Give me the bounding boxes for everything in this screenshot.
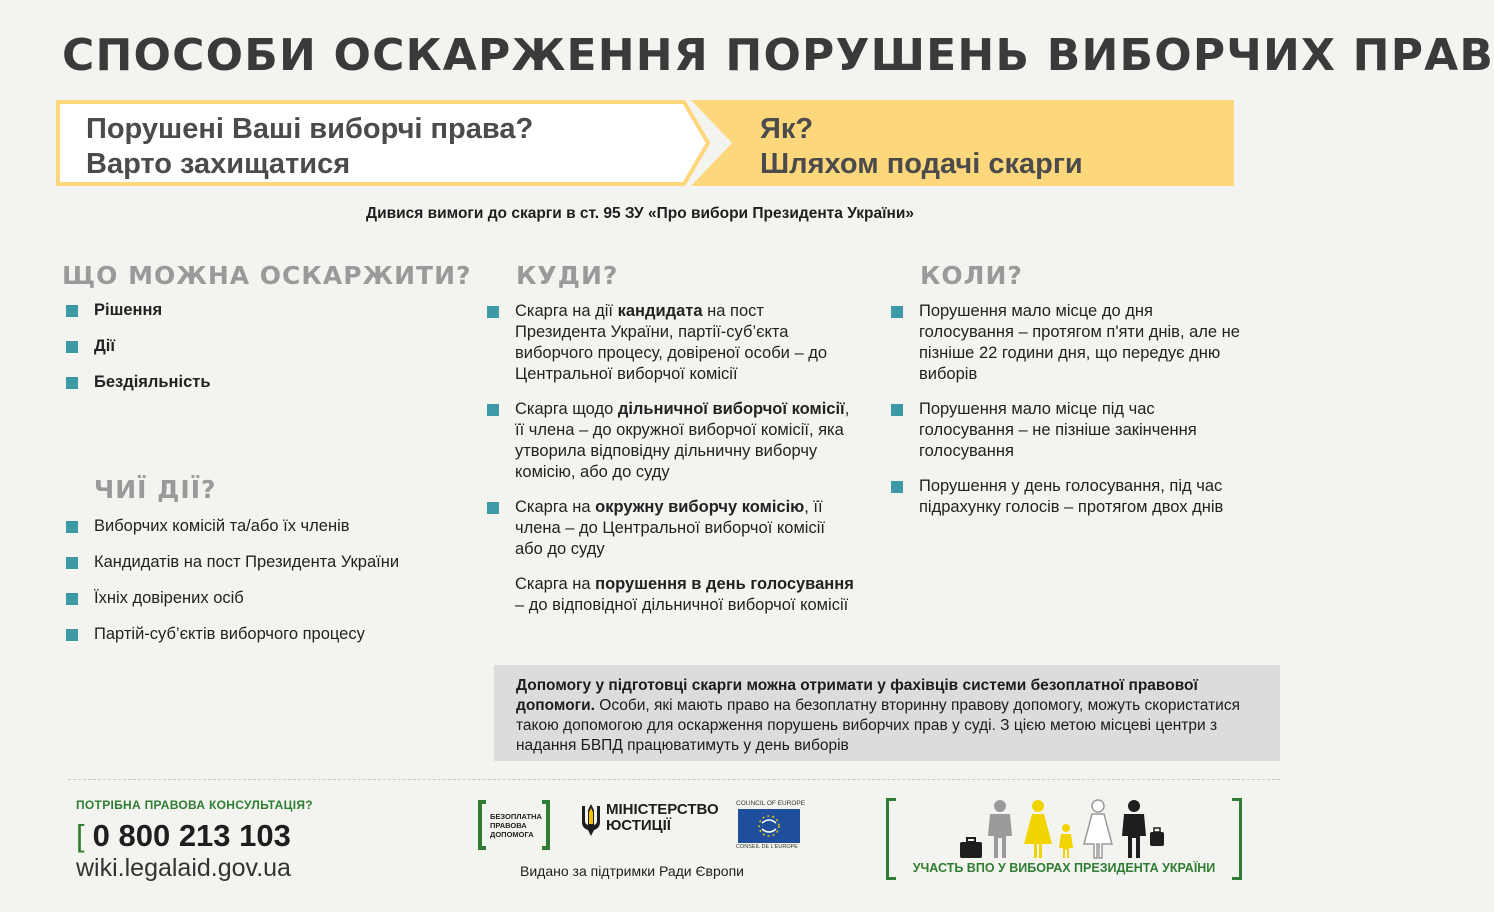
- list-item: [66, 624, 466, 645]
- banner-question-line2: Варто захищатися: [86, 148, 351, 180]
- square-bullet-icon: [66, 521, 78, 533]
- square-bullet-icon: [891, 481, 903, 493]
- item-emphasis: дільничної виборчої комісії: [617, 400, 845, 418]
- trident-icon: [580, 802, 602, 838]
- logo-line: ПРАВОВА: [490, 821, 527, 830]
- stars-circle-icon: [738, 809, 800, 843]
- vpo-elections-logo: [886, 798, 1242, 880]
- item-text: , її члена – до окружної виборчої комісії, яка утворила відповідну дільничну виборчу комісію, або до суду: [515, 400, 850, 481]
- list-item-text: Рішення: [94, 301, 163, 319]
- banner-question: [86, 112, 533, 182]
- where-list: [487, 301, 857, 630]
- item-text: Скарга на дії: [515, 302, 618, 320]
- where-heading: КУДИ?: [516, 261, 619, 290]
- item-emphasis: кандидата: [617, 302, 703, 320]
- list-item-text: Бездіяльність: [94, 373, 211, 391]
- logo-line: ЮСТИЦІЇ: [606, 817, 671, 834]
- logo-line: МІНІСТЕРСТВО: [606, 801, 719, 818]
- list-item-text: Дії: [94, 337, 115, 355]
- list-item: [487, 497, 857, 560]
- banner-answer-line2: Шляхом подачі скарги: [760, 148, 1083, 180]
- list-item: [891, 301, 1251, 385]
- logo-line: ДОПОМОГА: [490, 830, 534, 839]
- hotline-phone[interactable]: [76, 818, 291, 854]
- consultation-label: ПОТРІБНА ПРАВОВА КОНСУЛЬТАЦІЯ?: [76, 798, 313, 812]
- square-bullet-icon: [66, 557, 78, 569]
- list-item: [66, 336, 446, 357]
- list-item: [66, 516, 466, 537]
- item-text: Скарга на: [515, 498, 596, 516]
- list-item-text: Порушення у день голосування, під час підрахунку голосів – протягом двох днів: [919, 477, 1224, 516]
- item-text: – до відповідної дільничної виборчої комісії: [515, 596, 849, 614]
- square-bullet-icon: [66, 377, 78, 389]
- item-emphasis: порушення в день голосування: [595, 575, 854, 593]
- what-list: [66, 300, 446, 408]
- bracket-left-icon: [478, 800, 486, 850]
- item-emphasis: окружну виборчу комісію: [595, 498, 805, 516]
- eu-flag-icon: [738, 809, 800, 843]
- when-heading: КОЛИ?: [920, 261, 1023, 290]
- bracket-right-icon: [542, 800, 550, 850]
- family-icon: [958, 798, 1178, 860]
- list-item: [66, 552, 466, 573]
- legal-aid-info-box: [494, 665, 1280, 761]
- banner-question-line1: Порушені Ваші виборчі права?: [86, 113, 534, 145]
- square-bullet-icon: [487, 306, 499, 318]
- list-item: [487, 301, 857, 385]
- list-item-text: Порушення мало місце до дня голосування – протягом п'яти днів, але не пізніше 22 години дня, що передує дню виборів: [919, 302, 1240, 383]
- banner-answer-line1: Як?: [760, 113, 814, 145]
- square-bullet-icon: [891, 404, 903, 416]
- square-bullet-icon: [66, 593, 78, 605]
- list-item: [66, 588, 466, 609]
- council-of-europe-logo: [736, 800, 806, 852]
- list-item-text: Кандидатів на пост Президента України: [94, 553, 400, 571]
- question-banner: [56, 100, 1234, 186]
- item-text: Скарга щодо: [515, 400, 618, 418]
- square-bullet-icon: [487, 502, 499, 514]
- when-list: [891, 301, 1251, 532]
- ministry-text: [606, 802, 719, 834]
- whose-list: [66, 516, 466, 660]
- square-bullet-icon: [66, 341, 78, 353]
- phone-number: 0 800 213 103: [92, 818, 291, 853]
- logo-line: БЕЗОПЛАТНА: [490, 812, 542, 821]
- square-bullet-icon: [66, 629, 78, 641]
- support-note: Видано за підтримки Ради Європи: [520, 863, 744, 879]
- list-item-text: Виборчих комісій та/або їх членів: [94, 517, 350, 535]
- item-text: , її члена – до Центральної виборчої комісії або до суду: [515, 498, 825, 558]
- vpo-caption: УЧАСТЬ ВПО У ВИБОРАХ ПРЕЗИДЕНТА УКРАЇНИ: [912, 861, 1216, 875]
- item-text: на пост Президента України, партії-суб’єкта виборчого процесу, довіреної особи – до Центральної виборчої комісії: [515, 302, 828, 383]
- square-bullet-icon: [66, 305, 78, 317]
- list-item: [66, 300, 446, 321]
- list-item-text: Порушення мало місце під час голосування – не пізніше закінчення голосування: [919, 400, 1197, 460]
- coe-text-en: COUNCIL OF EUROPE: [736, 800, 806, 807]
- bracket-icon: [: [76, 818, 85, 853]
- list-item-text: Їхніх довірених осіб: [94, 589, 244, 607]
- list-item: [66, 372, 446, 393]
- free-legal-aid-logo: [478, 800, 550, 850]
- whose-heading: ЧИЇ ДІЇ?: [94, 475, 217, 504]
- website-link[interactable]: wiki.legalaid.gov.ua: [76, 854, 291, 882]
- banner-answer: [760, 112, 1083, 182]
- help-text: Особи, які мають право на безоплатну вторинну правову допомогу, можуть скористатися такою допомогою для оскарження порушень виборчих прав у суді. З цією метою місцеві центри з надання БВПД працюватимуть у день виборів: [516, 697, 1240, 754]
- item-text: Скарга на: [515, 575, 596, 593]
- logo-text: [490, 812, 542, 839]
- square-bullet-icon: [891, 306, 903, 318]
- what-heading: ЩО МОЖНА ОСКАРЖИТИ?: [62, 261, 472, 290]
- list-item-text: Партій-суб’єктів виборчого процесу: [94, 625, 365, 643]
- list-item: [487, 399, 857, 483]
- ministry-of-justice-logo: [580, 800, 720, 840]
- footer-divider: [68, 779, 1280, 780]
- list-item: [891, 399, 1251, 462]
- coe-text-fr: CONSEIL DE L'EUROPE: [736, 844, 798, 850]
- list-item: [487, 574, 857, 616]
- list-item: [891, 476, 1251, 518]
- square-bullet-icon: [487, 404, 499, 416]
- help-bold-text: Допомогу у підготовці скарги можна отримати у фахівців системи безоплатної правової допомоги.: [516, 677, 1198, 714]
- page-title: СПОСОБИ ОСКАРЖЕННЯ ПОРУШЕНЬ ВИБОРЧИХ ПРАВ: [62, 30, 1494, 81]
- law-reference: Дивися вимоги до скарги в ст. 95 ЗУ «Про вибори Президента України»: [366, 205, 914, 222]
